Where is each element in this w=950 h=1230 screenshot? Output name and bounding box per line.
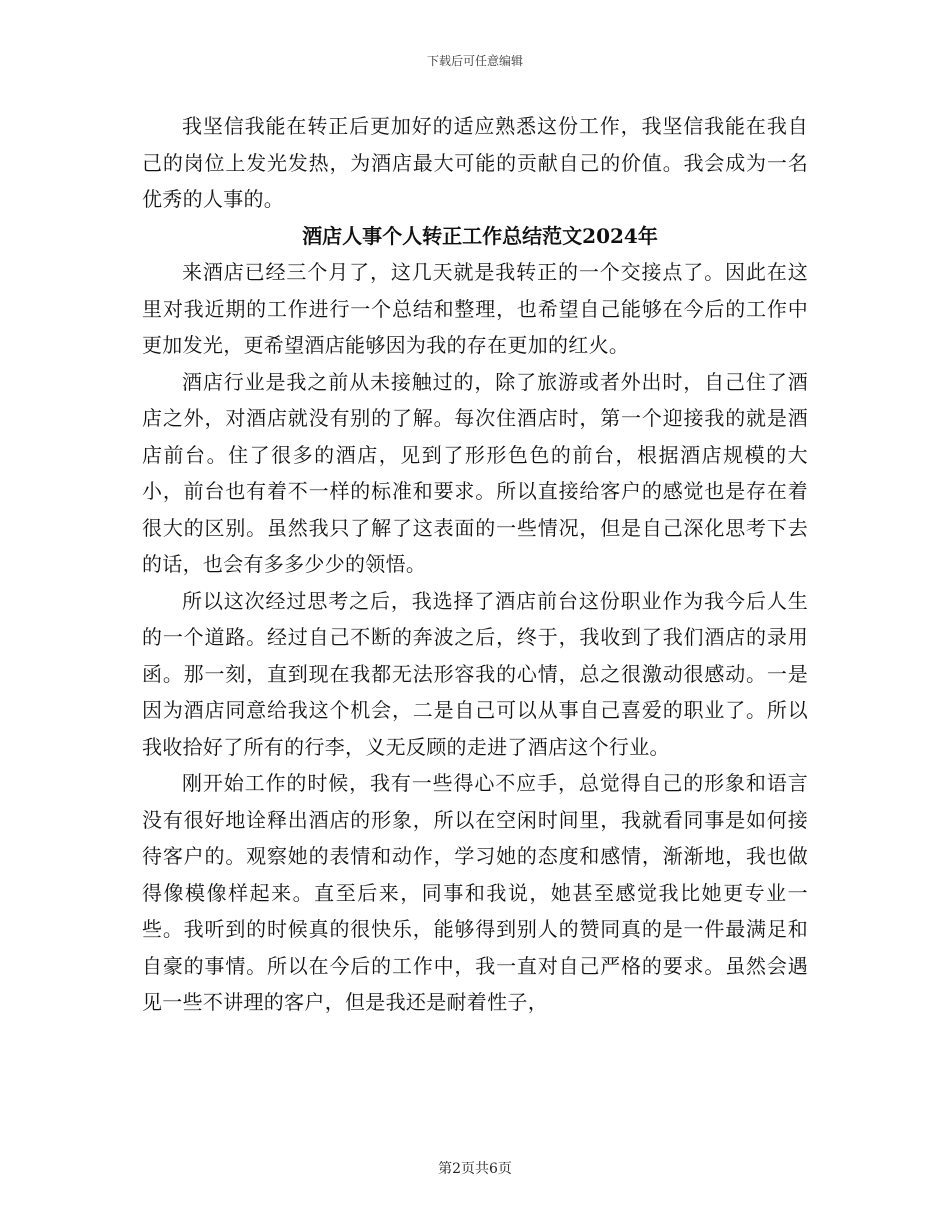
page-footer: 第2页共6页: [438, 1161, 512, 1177]
document-body: [142, 108, 808, 1021]
body-paragraph-4: 刚开始工作的时候，我有一些得心不应手，总觉得自己的形象和语言没有很好地诠释出酒店的形象，所以在空闲时间里，我就看同事是如何接待客户的。观察她的表情和动作，学习她的态度和感情，渐渐地，我也做得像模像样起来。直至后来，同事和我说，她甚至感觉我比她更专业一些。我听到的时候真的很快乐，能够得到别人的赞同真的是一件最满足和自豪的事情。所以在今后的工作中，我一直对自己严格的要求。虽然会遇见一些不讲理的客户，但是我还是耐着性子，: [142, 771, 808, 1014]
page-header: 下载后可任意编辑: [426, 54, 523, 68]
body-paragraph-1: 来酒店已经三个月了，这几天就是我转正的一个交接点了。因此在这里对我近期的工作进行一个总结和整理，也希望自己能够在今后的工作中更加发光，更希望酒店能够因为我的存在更加的红火。: [142, 260, 808, 357]
body-paragraph-2: 酒店行业是我之前从未接触过的，除了旅游或者外出时，自己住了酒店之外，对酒店就没有别的了解。每次住酒店时，第一个迎接我的就是酒店前台。住了很多的酒店，见到了形形色色的前台，根据酒店规模的大小，前台也有着不一样的标准和要求。所以直接给客户的感觉也是存在着很大的区别。虽然我只了解了这表面的一些情况，但是自己深化思考下去的话，也会有多多少少的领悟。: [142, 369, 808, 576]
intro-paragraph: 我坚信我能在转正后更加好的适应熟悉这份工作，我坚信我能在我自己的岗位上发光发热，为酒店最大可能的贡献自己的价值。我会成为一名优秀的人事的。: [142, 114, 808, 211]
document-title: 酒店人事个人转正工作总结范文2024年: [302, 223, 658, 248]
body-paragraph-3: 所以这次经过思考之后，我选择了酒店前台这份职业作为我今后人生的一个道路。经过自己不断的奔波之后，终于，我收到了我们酒店的录用函。那一刻，直到现在我都无法形容我的心情，总之很激动很感动。一是因为酒店同意给我这个机会，二是自己可以从事自己喜爱的职业了。所以我收拾好了所有的行李，义无反顾的走进了酒店这个行业。: [142, 588, 808, 759]
